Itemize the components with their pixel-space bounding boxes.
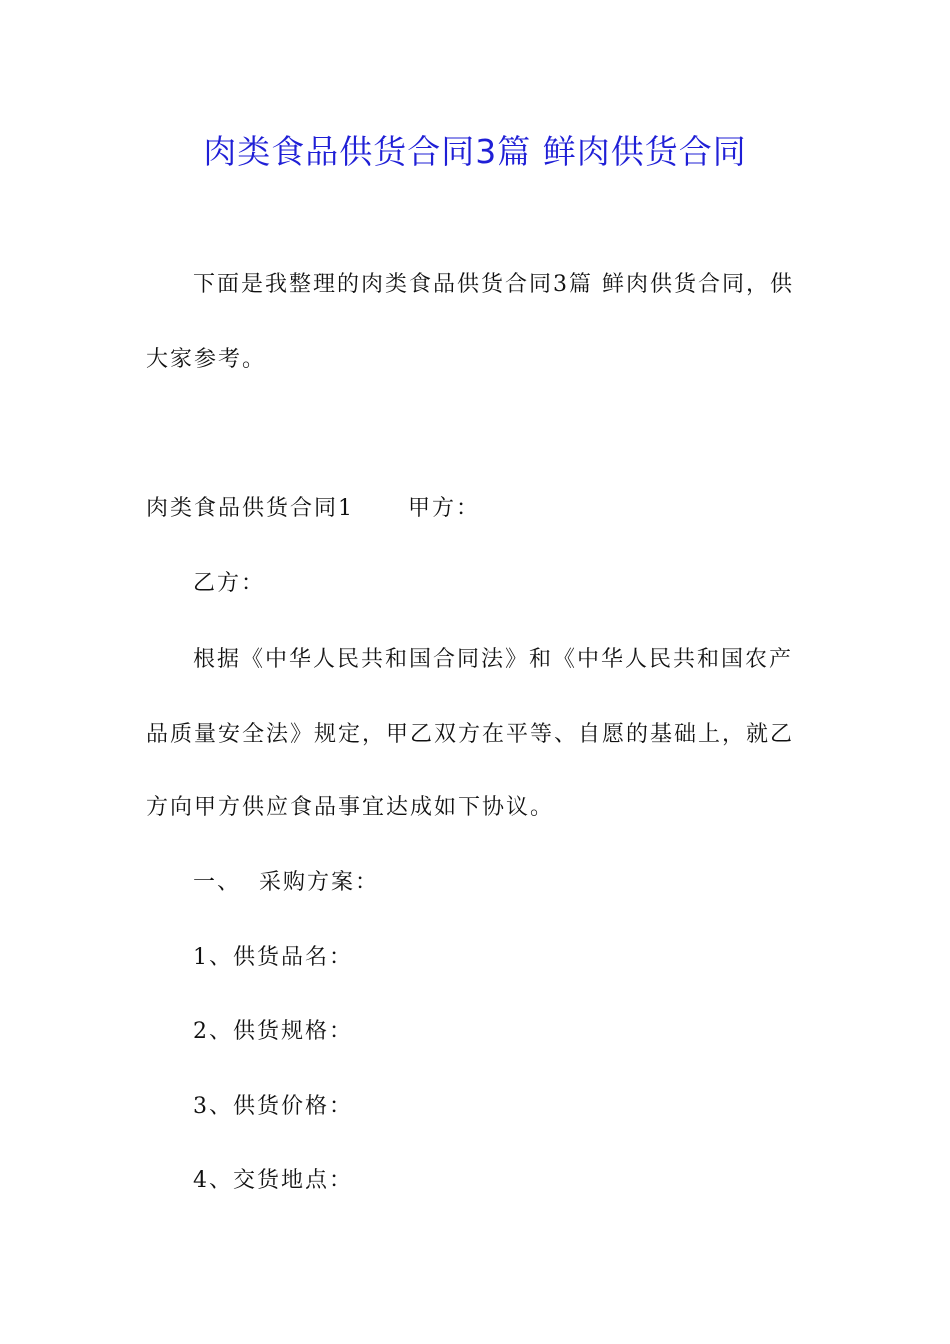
list-item: 4、交货地点： (193, 1168, 353, 1193)
clause-1-heading: 一、 采购方案： (193, 870, 379, 895)
list-item: 1、供货品名： (193, 945, 353, 970)
basis-line-1: 根据《中华人民共和国合同法》和《中华人民共和国农产 (193, 647, 794, 672)
list-item: 3、供货价格： (193, 1094, 353, 1119)
list-item: 2、供货规格： (193, 1019, 353, 1044)
section-heading: 肉类食品供货合同1 (146, 496, 354, 521)
basis-line-2: 品质量安全法》规定，甲乙双方在平等、自愿的基础上，就乙 (146, 722, 795, 747)
document-title: 肉类食品供货合同3篇 鲜肉供货合同 (203, 132, 747, 171)
party-b-label: 乙方： (193, 571, 266, 596)
section-heading-line (146, 494, 480, 524)
intro-line-1: 下面是我整理的肉类食品供货合同3篇 鲜肉供货合同，供 (193, 272, 794, 297)
intro-line-2: 大家参考。 (146, 347, 267, 372)
basis-line-3: 方向甲方供应食品事宜达成如下协议。 (146, 795, 555, 820)
party-a-label: 甲方： (408, 496, 481, 521)
